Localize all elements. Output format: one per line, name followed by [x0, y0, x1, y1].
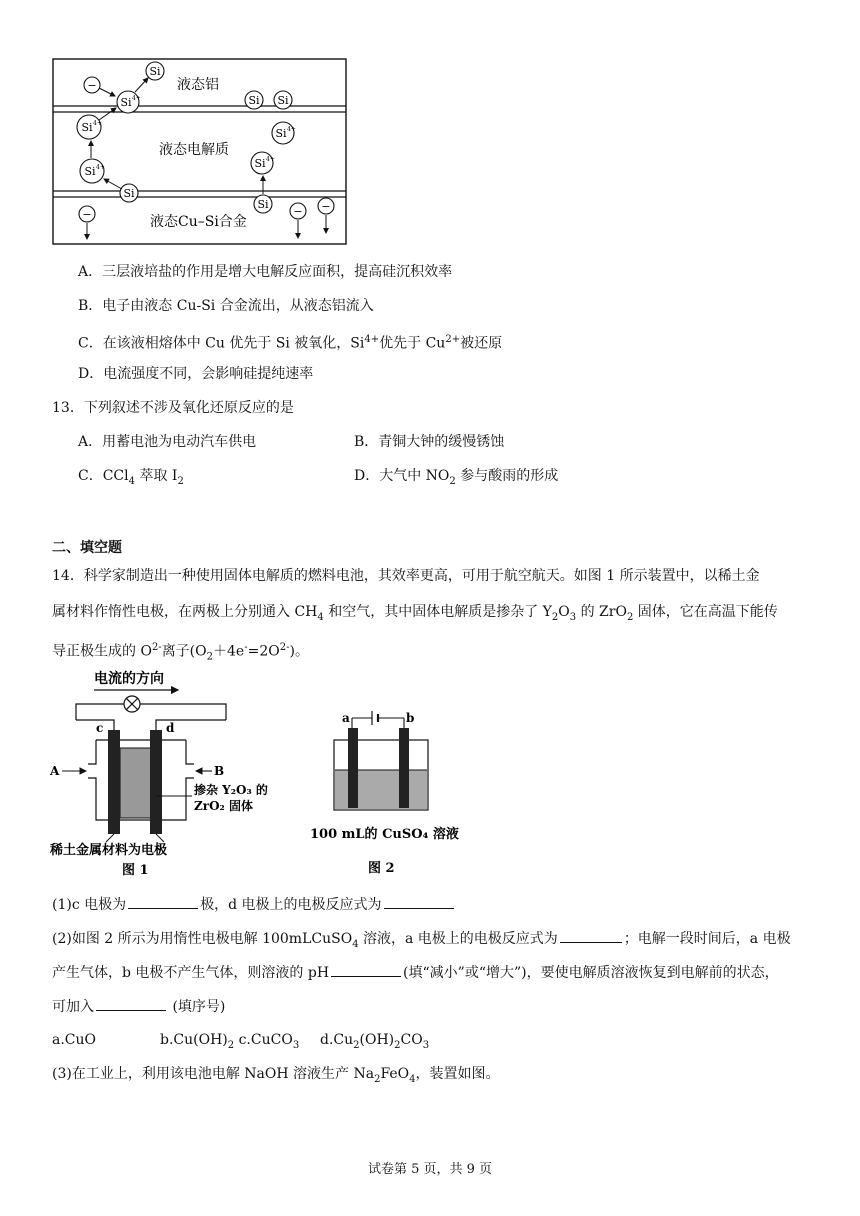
text: )。 — [289, 643, 309, 660]
text: 极，d 电极上的电极反应式为 — [200, 897, 382, 913]
sub: 2 — [551, 611, 559, 623]
si-label: Si — [277, 94, 289, 107]
q14-line-3 — [52, 638, 309, 667]
text: (2)如图 2 所示为用惰性电极电解 100mLCuSO — [52, 931, 353, 947]
sub: 2 — [394, 1039, 401, 1051]
doped-label-1: 掺杂 Y₂O₃ 的 — [194, 783, 268, 797]
q13-option-c — [78, 466, 184, 492]
electrode-d-label: d — [166, 721, 175, 735]
figure-1-caption: 图 1 — [122, 863, 149, 878]
answer-blank[interactable] — [331, 962, 401, 977]
text: ；电解一段时间后，a 电极 — [623, 931, 791, 947]
text: b.Cu(OH) — [160, 1032, 228, 1048]
electron-label: − — [293, 205, 303, 218]
text: (OH) — [359, 1032, 395, 1048]
q13-option-b: B．青铜大钟的缓慢锈蚀 — [354, 434, 505, 450]
subq-3 — [52, 1064, 500, 1090]
text: 萃取 I — [135, 468, 178, 484]
sub: 2 — [449, 475, 456, 487]
layer-electrolyte-label: 液态电解质 — [159, 142, 229, 158]
text: (填“减小”或“增大”)，要使电解质溶液恢复到电解前的状态， — [403, 965, 779, 981]
sub: 2 — [374, 1073, 381, 1085]
text: C．CCl — [78, 468, 129, 484]
q12-option-a: A．三层液培盐的作用是增大电解反应面积，提高硅沉积效率 — [78, 264, 453, 280]
text: 被还原 — [460, 335, 503, 352]
q12-option-d: D．电流强度不同，会影响硅提纯速率 — [78, 366, 314, 382]
sup: 2+ — [445, 334, 461, 345]
option-b-c — [160, 1030, 299, 1056]
text: =2O — [247, 643, 280, 660]
option-d — [320, 1030, 429, 1056]
text: 导正极生成的 O — [52, 643, 152, 660]
sub: 3 — [569, 611, 577, 623]
sub: 4 — [352, 938, 359, 950]
text: (填序号) — [168, 999, 226, 1015]
text: 和空气，其中固体电解质是掺杂了 Y — [323, 604, 552, 620]
sub: 4 — [317, 611, 324, 623]
text: 溶液，a 电极上的电极反应式为 — [358, 931, 558, 947]
q12-option-c — [78, 330, 502, 354]
subq-2-line-1 — [52, 928, 791, 955]
subq-1 — [52, 894, 456, 915]
answer-blank[interactable] — [128, 894, 198, 909]
layer-alloy-label: 液态Cu–Si合金 — [150, 214, 247, 230]
text: (3)在工业上，利用该电池电解 NaOH 溶液生产 Na — [52, 1066, 375, 1082]
si4-label: Si — [81, 121, 93, 134]
q13-option-d — [354, 466, 558, 492]
subq-2-line-2 — [52, 962, 779, 983]
answer-blank[interactable] — [384, 894, 454, 909]
text: D．大气中 NO — [354, 468, 450, 484]
text: O — [558, 604, 570, 620]
sub: 2 — [206, 651, 214, 663]
text: 的 ZrO — [576, 604, 627, 620]
sub: 2 — [353, 1039, 360, 1051]
si-label: Si — [257, 198, 269, 211]
q13-stem: 13．下列叙述不涉及氧化还原反应的是 — [52, 400, 294, 416]
q13-option-a: A．用蓄电池为电动汽车供电 — [78, 434, 257, 450]
charge-sup: 4+ — [96, 164, 105, 171]
si4-label: Si — [120, 96, 132, 109]
sub: 2 — [227, 1039, 235, 1051]
si-label: Si — [123, 187, 135, 200]
electron-label: − — [87, 79, 97, 92]
sup: 4+ — [364, 334, 380, 345]
electron-label: − — [321, 200, 331, 213]
current-direction-label: 电流的方向 — [94, 671, 164, 687]
si4-label: Si — [275, 127, 287, 140]
sup: - — [244, 642, 248, 653]
text: FeO — [380, 1066, 410, 1082]
text: ＋4e — [213, 643, 245, 660]
sup: 2- — [151, 642, 162, 653]
electrode-material-label: 稀土金属材料为电极 — [50, 843, 168, 858]
fuel-cell-figure — [46, 668, 296, 880]
electrolysis-figure — [302, 708, 462, 880]
text: 优先于 Cu — [379, 335, 446, 352]
text: 离子(O — [161, 643, 207, 660]
inlet-a-label: A — [50, 764, 60, 778]
charge-sup: 4+ — [93, 120, 102, 127]
section-heading: 二、填空题 — [52, 540, 122, 556]
subq-2-line-3 — [52, 996, 225, 1017]
q12-option-b: B．电子由液态 Cu-Si 合金流出，从液态铝流入 — [78, 298, 374, 314]
si-label: Si — [149, 65, 161, 78]
page-footer: 试卷第 5 页，共 9 页 — [367, 1162, 493, 1177]
charge-sup: 4+ — [287, 126, 296, 133]
sub: 3 — [422, 1039, 430, 1051]
doped-label-2: ZrO₂ 固体 — [194, 799, 253, 813]
electron-label: − — [82, 208, 92, 221]
layer-al-label: 液态铝 — [177, 77, 219, 93]
text: 产生气体，b 电极不产生气体，则溶液的 pH — [52, 965, 330, 981]
sup: 2- — [279, 642, 290, 653]
text: CO — [400, 1032, 423, 1048]
charge-sup: 4+ — [266, 156, 275, 163]
text: d.Cu — [320, 1032, 354, 1048]
three-layer-cell-figure — [52, 58, 348, 246]
text: 参与酸雨的形成 — [455, 468, 559, 484]
answer-blank[interactable] — [96, 996, 166, 1011]
charge-sup: 4+ — [132, 95, 141, 102]
text: C．在该液相熔体中 Cu 优先于 Si 被氧化，Si — [78, 335, 365, 352]
electrode-b-label: b — [406, 711, 415, 725]
text: 属材料作惰性电极，在两极上分别通入 CH — [52, 604, 318, 620]
sub: 2 — [626, 611, 634, 623]
text: 可加入 — [52, 999, 94, 1015]
electrode-c-label: c — [96, 721, 104, 735]
text: (1)c 电极为 — [52, 897, 127, 913]
text: c.CuCO — [234, 1032, 293, 1048]
figure-2-caption: 图 2 — [368, 861, 395, 876]
option-a: a.CuO — [52, 1032, 97, 1048]
sub: 4 — [128, 475, 135, 487]
sub: 4 — [409, 1073, 416, 1085]
si4-label: Si — [254, 157, 266, 170]
answer-blank[interactable] — [560, 928, 622, 943]
q14-line-2 — [52, 602, 778, 628]
electrode-a-label: a — [342, 711, 350, 725]
inlet-b-label: B — [214, 764, 225, 778]
text: 固体，它在高温下能传 — [633, 604, 778, 620]
q14-line-1: 14．科学家制造出一种使用固体电解质的燃料电池，其效率更高，可用于航空航天。如图 1 所示装置中，以稀土金 — [52, 568, 760, 584]
si-label: Si — [248, 94, 260, 107]
text: ，装置如图。 — [415, 1066, 500, 1082]
sub: 2 — [177, 475, 184, 487]
sub: 3 — [292, 1039, 300, 1051]
solution-label: 100 mL的 CuSO₄ 溶液 — [310, 827, 459, 842]
si4-label: Si — [84, 165, 96, 178]
